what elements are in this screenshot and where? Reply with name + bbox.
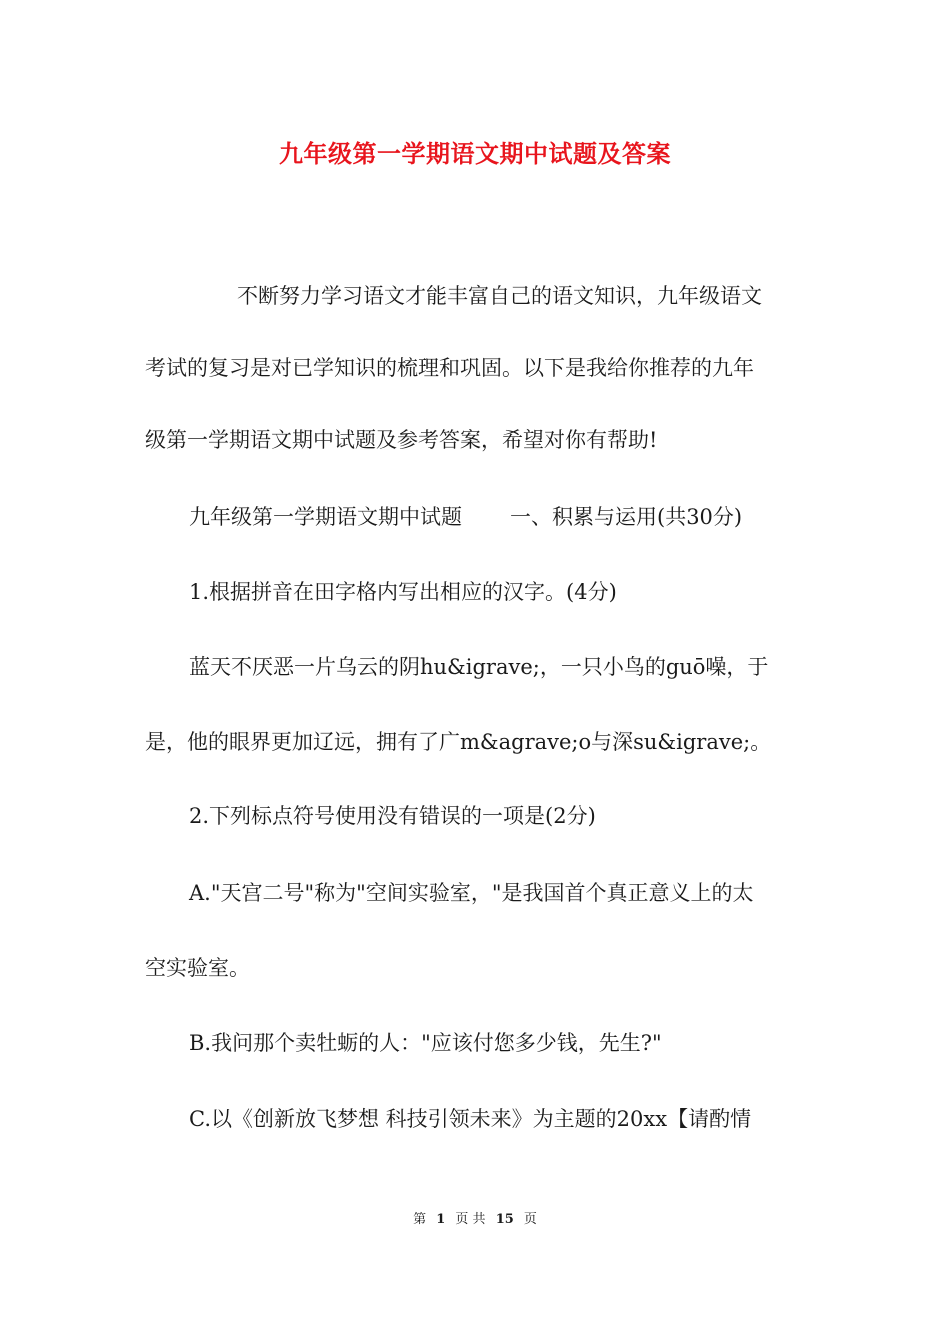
option-line: A."天宫二号"称为"空间实验室，"是我国首个真正意义上的太 <box>189 881 754 905</box>
paragraph-line: 考试的复习是对已学知识的梳理和巩固。以下是我给你推荐的九年 <box>145 356 754 380</box>
question-line: 1.根据拼音在田字格内写出相应的汉字。(4分) <box>189 580 617 604</box>
footer-suffix: 页 <box>523 1212 537 1227</box>
footer-middle: 页 共 <box>455 1212 486 1227</box>
section-heading-line <box>145 502 807 532</box>
question-line: 2.下列标点符号使用没有错误的一项是(2分) <box>189 804 596 828</box>
paragraph-line: 级第一学期语文期中试题及参考答案，希望对你有帮助! <box>145 428 658 452</box>
section-title: 一、积累与运用(共30分) <box>510 505 743 529</box>
paragraph-line: 是，他的眼界更加辽远，拥有了广m&agrave;o与深su&igrave;。 <box>145 730 772 754</box>
page-total: 15 <box>495 1212 514 1227</box>
page-number: 1 <box>436 1212 446 1227</box>
page-footer <box>0 1208 950 1227</box>
option-line: 空实验室。 <box>145 956 250 980</box>
document-title: 九年级第一学期语文期中试题及答案 <box>279 139 671 168</box>
footer-prefix: 第 <box>413 1212 427 1227</box>
option-line: B.我问那个卖牡蛎的人："应该付您多少钱，先生?" <box>189 1031 662 1055</box>
exam-subtitle: 九年级第一学期语文期中试题 <box>189 505 462 529</box>
paragraph-line: 不断努力学习语文才能丰富自己的语文知识，九年级语文 <box>237 284 762 308</box>
option-line: C.以《创新放飞梦想 科技引领未来》为主题的20xx【请酌情 <box>189 1107 752 1131</box>
paragraph-line: 蓝天不厌恶一片乌云的阴hu&igrave;，一只小鸟的guō噪，于 <box>189 655 769 679</box>
